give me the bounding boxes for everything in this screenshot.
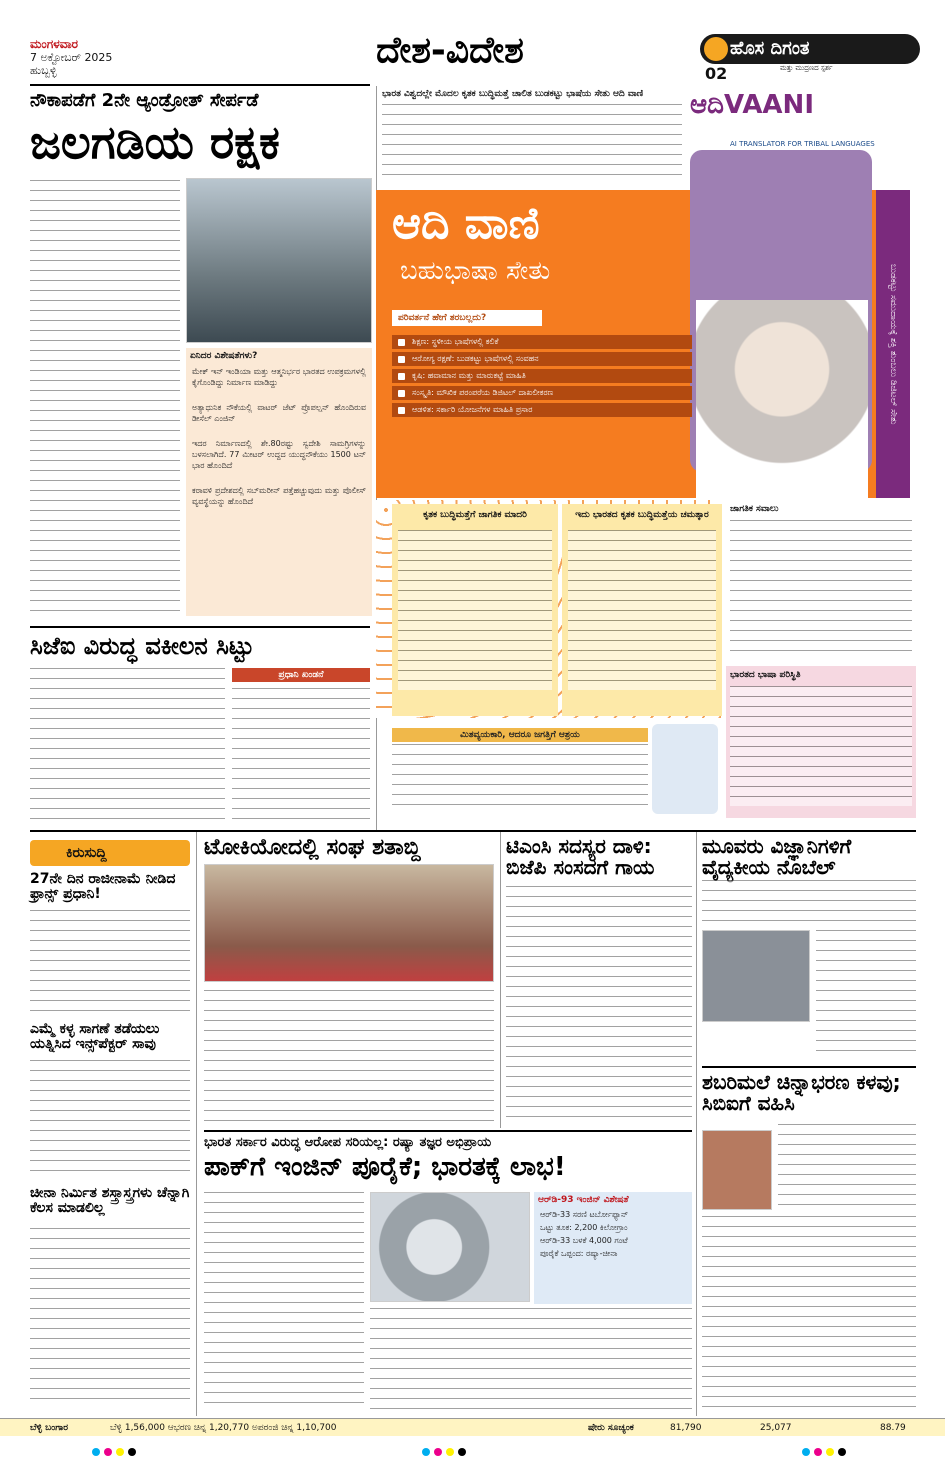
- feature-side1-body: [730, 520, 912, 656]
- feature-point: ಕೃಷಿ: ಹವಾಮಾನ ಮತ್ತು ಮಾರುಕಟ್ಟೆ ಮಾಹಿತಿ: [392, 369, 692, 383]
- nifty-value: 25,077: [760, 1423, 792, 1433]
- feature-point: ಮೇಕ್ ಇನ್ ಇಂಡಿಯಾ ಮತ್ತು ಆತ್ಮನಿರ್ಭರ ಭಾರತದ ಉಪಕ್ರಮಗಳಲ್ಲಿ ಕೈಗೊಂಡಿದ್ದು ನಿರ್ಮಾಣ ಮಾಡಿದ್ದು: [192, 367, 366, 387]
- market-ticker: [0, 1418, 945, 1436]
- feature-point: ಇದರ ನಿರ್ಮಾಣದಲ್ಲಿ ಶೇ.80ರಷ್ಟು ಸ್ವದೇಶಿ ಸಾಮಗ್ರಿಗಳನ್ನು ಬಳಸಲಾಗಿದೆ. 77 ಮೀಟರ್ ಉದ್ದದ ಯುದ್ಧನೌಕೆಯು 1500 ಟನ್ ಭಾರ ಹೊಂದಿದೆ: [192, 439, 366, 470]
- feature-question: ಪರಿವರ್ತನೆ ಹೇಗೆ ತರಬಲ್ಲದು?: [392, 310, 542, 326]
- issue-city: ಹುಬ್ಬಳ್ಳಿ: [30, 64, 57, 77]
- feature-col2: [562, 504, 722, 716]
- sabarimala-photo: [702, 1130, 772, 1210]
- feature-point: ಕರಾವಳಿ ಪ್ರದೇಶದಲ್ಲಿ ಸಬ್‌ಮರೀನ್ ಪತ್ತೆಹಚ್ಚುವುದು ಮತ್ತು ಪೊಲೀಸ್ ವ್ಯವಸ್ಥೆಯನ್ನು ಹೊಂದಿದೆ: [192, 486, 366, 506]
- tmc-body: [506, 886, 692, 1126]
- feature-points: [392, 332, 692, 420]
- paper-name: ಹೊಸ ದಿಗಂತ: [730, 38, 810, 59]
- pm-condemns-body: [232, 688, 370, 820]
- ship-photo: [186, 178, 372, 343]
- brief-headline: ಚೀನಾ ನಿರ್ಮಿತ ಶಸ್ತ್ರಾಸ್ತ್ರಗಳು ಚೆನ್ನಾಗಿ ಕೆಲಸ ಮಾಡಲಿಲ್ಲ: [30, 1185, 190, 1216]
- print-marks: [800, 1441, 848, 1451]
- features-box: [186, 348, 372, 616]
- briefs-label-text: ಕಿರುಸುದ್ದಿ: [66, 845, 107, 861]
- article-headline: ಜಲಗಡಿಯ ರಕ್ಷಕ: [30, 115, 280, 169]
- vertical-banner: ಬುಡಕಟ್ಟು ಸಮುದಾಯಕ್ಕೆ ಶಕ್ತಿ ತುಂಬಲು ಡಿಜಿಟಲ್ ಸೇತು: [876, 190, 910, 498]
- feature-col1-title: ಕೃತಕ ಬುದ್ಧಿಮತ್ತೆಗೆ ಜಾಗತಿಕ ಮಾದರಿ: [423, 510, 527, 520]
- briefs-label: [30, 840, 190, 866]
- paper-tagline: ಮತ್ತು ಮುದ್ರಣದ ಸ್ಪರ್ಶ: [780, 64, 833, 72]
- tokyo-headline: ಟೋಕಿಯೋದಲ್ಲಿ ಸಂಘ ಶತಾಬ್ದಿ: [204, 835, 421, 860]
- brief-body: [30, 910, 190, 1014]
- column-divider: [696, 832, 697, 1416]
- engine-point: ಪೂರೈಕೆ ಒಪ್ಪಂದ: ರಷ್ಯಾ-ಚೀನಾ: [540, 1249, 618, 1258]
- feature-title: ಆದಿ ವಾಣಿ: [392, 198, 540, 249]
- market-label: ಷೇರು ಸೂಚ್ಯಂಕ: [588, 1423, 634, 1433]
- engine-point: ಆರ್‌ಡಿ-33 ಬಳಕೆ 4,000 ಗಂಟೆ: [540, 1236, 628, 1245]
- feature-intro-body: [382, 104, 682, 184]
- article-kicker: ನೌಕಾಪಡೆಗೆ 2ನೇ ಆ್ಯಂಡ್ರೋತ್ ಸೇರ್ಪಡೆ: [30, 90, 259, 111]
- column-divider: [196, 832, 197, 1416]
- nobel-photo: [702, 930, 810, 1022]
- translate-illustration: [652, 724, 718, 814]
- engine-photo: [370, 1192, 530, 1302]
- divider: [204, 1130, 692, 1132]
- band-divider: [30, 830, 916, 832]
- feature-point: ಅತ್ಯಾಧುನಿಕ ನೌಕೆಯಲ್ಲಿ ವಾಟರ್ ಜೆಟ್ ಪ್ರೊಪಲ್ಷನ್ ಹೊಂದಿರುವ ಡೀಸೆಲ್ ಎಂಜಿನ್: [192, 403, 366, 423]
- masthead-rule: [30, 84, 370, 86]
- divider: [30, 626, 370, 628]
- feature-intro: ಭಾರತ ವಿಶ್ವದಲ್ಲೇ ಮೊದಲ ಕೃತಕ ಬುದ್ಧಿಮತ್ತೆ ಚಾಲಿತ ಬುಡಕಟ್ಟು ಭಾಷೆಯ ಸೇತು ಆದಿ ವಾಣಿ: [382, 89, 644, 99]
- engine-box-title: ಆರ್‌ಡಿ-93 ಇಂಜಿನ್ ವಿಶೇಷತೆ: [538, 1195, 629, 1205]
- print-marks: [420, 1441, 468, 1451]
- ticker-rates: ಬೆಳ್ಳಿ 1,56,000 ಆಭರಣ ಚಿನ್ನ 1,20,770 ಅಪರಂಜಿ ಚಿನ್ನ 1,10,700: [110, 1423, 337, 1433]
- print-marks: [90, 1441, 138, 1451]
- column-divider: [500, 832, 501, 1128]
- article-body: [30, 180, 180, 620]
- feature-col2-title: ಇದು ಭಾರತದ ಕೃತಕ ಬುದ್ಧಿಮತ್ತೆಯ ಚಮತ್ಕಾರ: [575, 510, 709, 520]
- feature-side1-title: ಜಾಗತಿಕ ಸವಾಲು: [730, 504, 779, 514]
- engine-headline: ಪಾಕ್‌ಗೆ ಇಂಜಿನ್ ಪೂರೈಕೆ; ಭಾರತಕ್ಕೆ ಲಾಭ!: [204, 1152, 566, 1182]
- feature-col1-body: [398, 530, 552, 690]
- aadivaani-tagline: AI TRANSLATOR FOR TRIBAL LANGUAGES: [730, 140, 875, 148]
- divider: [702, 1066, 916, 1068]
- brief-body: [30, 1060, 190, 1180]
- issue-day: ಮಂಗಳವಾರ: [30, 37, 79, 51]
- issue-date-text: 7 ಅಕ್ಟೋಬರ್ 2025: [30, 51, 113, 64]
- features-box-title: ಏನಿದರ ವಿಶೇಷತೆಗಳು?: [190, 351, 258, 361]
- feature-side2-body: [730, 686, 912, 806]
- feature-point: ಆರೋಗ್ಯ ರಕ್ಷಣೆ: ಬುಡಕಟ್ಟು ಭಾಷೆಗಳಲ್ಲಿ ಸಂವಹನ: [392, 352, 692, 366]
- aadivaani-logo: ಆದಿVAANI: [690, 90, 814, 120]
- pm-condemns-label: ಪ್ರಧಾನಿ ಖಂಡನೆ: [232, 668, 370, 682]
- logo-emblem-icon: [704, 37, 728, 61]
- tokyo-body: [204, 990, 494, 1126]
- feature-side2-title: ಭಾರತದ ಭಾಷಾ ಪರಿಸ್ಥಿತಿ: [730, 670, 801, 680]
- feature-side1: [726, 500, 916, 666]
- section-title: ದೇಶ-ವಿದೇಶ: [376, 30, 524, 71]
- feature-col1: [392, 504, 558, 716]
- feature-point: ಶಿಕ್ಷಣ: ಸ್ಥಳೀಯ ಭಾಷೆಗಳಲ್ಲಿ ಕಲಿಕೆ: [392, 335, 692, 349]
- sabarimala-headline: ಶಬರಿಮಲೆ ಚಿನ್ನಾಭರಣ ಕಳವು; ಸಿಬಿಐಗೆ ವಹಿಸಿ: [702, 1070, 901, 1115]
- feature-point: ಸಂಸ್ಕೃತಿ: ಮೌಖಿಕ ಪರಂಪರೆಯ ಡಿಜಿಟಲ್ ದಾಖಲೀಕರಣ: [392, 386, 692, 400]
- feature-footer-body: [392, 744, 648, 810]
- feature-footer-badge: ಮಿತವ್ಯಯಕಾರಿ, ಆದರೂ ಜಗತ್ತಿಗೆ ಆಶ್ರಯ: [392, 728, 648, 742]
- rupee-value: 88.79: [880, 1423, 906, 1433]
- engine-body: [204, 1192, 364, 1412]
- sensex-value: 81,790: [670, 1423, 702, 1433]
- engine-point: ಆರ್‌ಡಿ-33 ಸರಣಿ ಟರ್ಬೋಫ್ಯಾನ್: [540, 1210, 629, 1219]
- ticker-label: ಬೆಳ್ಳಿ ಬಂಗಾರ: [30, 1423, 68, 1433]
- nobel-headline: ಮೂವರು ವಿಜ್ಞಾನಿಗಳಿಗೆ ವೈದ್ಯಕೀಯ ನೊಬೆಲ್: [702, 834, 852, 879]
- feature-col2-body: [568, 530, 716, 690]
- sabarimala-body: [778, 1124, 916, 1214]
- engine-kicker: ಭಾರತ ಸರ್ಕಾರ ವಿರುದ್ಧ ಆರೋಪ ಸರಿಯಲ್ಲ: ರಷ್ಯಾ ತಜ್ಞರ ಅಭಿಪ್ರಾಯ: [204, 1135, 492, 1150]
- brief-headline: ಎಮ್ಮೆ ಕಳ್ಳ ಸಾಗಣೆ ತಡೆಯಲು ಯತ್ನಿಸಿದ ಇನ್ಸ್‌ಪೆಕ್ಟರ್ ಸಾವು: [30, 1021, 160, 1052]
- sabarimala-body-cont: [702, 1216, 916, 1410]
- issue-date: [30, 38, 112, 77]
- tmc-headline: ಟಿಎಂಸಿ ಸದಸ್ಯರ ದಾಳಿ: ಬಿಜೆಪಿ ಸಂಸದಗೆ ಗಾಯ: [506, 834, 655, 879]
- tokyo-photo: [204, 864, 494, 982]
- paper-logo[interactable]: [700, 34, 920, 64]
- engine-body-cont: [370, 1308, 692, 1412]
- brief-headline: 27ನೇ ದಿನ ರಾಜೀನಾಮೆ ನೀಡಿದ ಫ್ರಾನ್ಸ್ ಪ್ರಧಾನಿ!: [30, 871, 176, 902]
- nobel-body-cont: [816, 930, 916, 1060]
- nobel-body: [702, 880, 916, 928]
- engine-box: [534, 1192, 692, 1304]
- cji-body: [30, 668, 225, 820]
- page-number: 02: [705, 64, 728, 83]
- cji-headline: ಸಿಜೆಐ ವಿರುದ್ಧ ವಕೀಲನ ಸಿಟ್ಟು: [30, 632, 254, 660]
- feature-side2: [726, 666, 916, 818]
- feature-subtitle: ಬಹುಭಾಷಾ ಸೇತು: [400, 256, 551, 286]
- pm-photo: [696, 300, 868, 498]
- brief-body: [30, 1228, 190, 1408]
- feature-point: ಆಡಳಿತ: ಸರ್ಕಾರಿ ಯೋಜನೆಗಳ ಮಾಹಿತಿ ಪ್ರಸಾರ: [392, 403, 692, 417]
- engine-point: ಒಟ್ಟು ತೂಕ: 2,200 ಕಿಲೋಗ್ರಾಂ: [540, 1223, 628, 1232]
